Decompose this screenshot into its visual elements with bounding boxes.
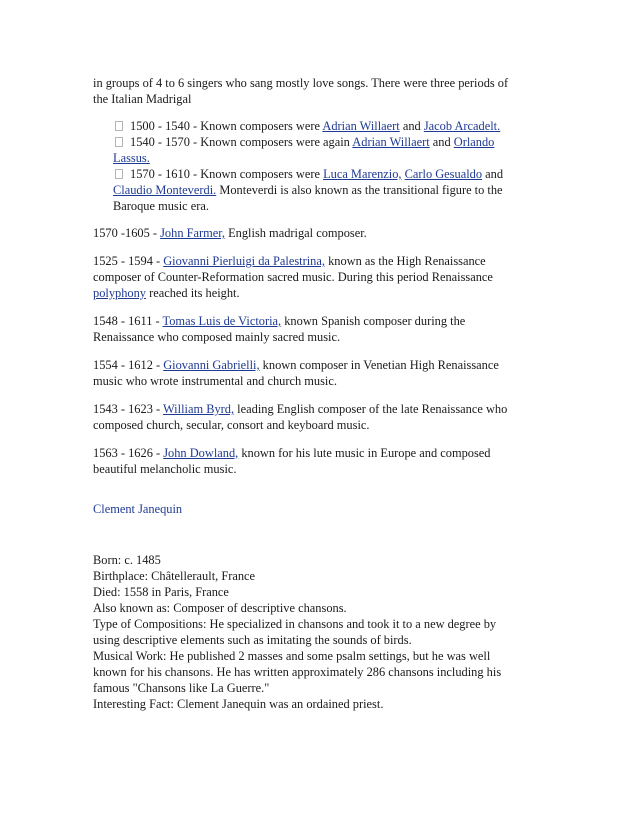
link-adrian-willaert[interactable]: Adrian Willaert <box>352 135 430 149</box>
link-jacob-arcadelt[interactable]: Jacob Arcadelt. <box>423 119 501 133</box>
link-orlando-lassus[interactable]: Orlando Lassus. <box>113 135 495 165</box>
composer-entry: 1525 - 1594 - Giovanni Pierluigi da Palestrina, known as the High Renaissance composer of Counter-Reformation sacred music. During this period Renaissance polyphony reached its height. <box>93 254 493 300</box>
link-carlo-gesualdo[interactable]: Carlo Gesualdo <box>404 167 483 181</box>
link-john-farmer[interactable]: John Farmer, <box>160 226 225 240</box>
bullet-box-icon <box>115 121 123 131</box>
bio-died: Died: 1558 in Paris, France <box>93 585 229 599</box>
link-tomas-luis-de-victoria[interactable]: Tomas Luis de Victoria, <box>162 314 282 328</box>
bio-interesting-fact: Interesting Fact: Clement Janequin was an ordained priest. <box>93 697 384 711</box>
link-claudio-monteverdi[interactable]: Claudio Monteverdi. <box>113 183 217 197</box>
composer-entry: 1548 - 1611 - Tomas Luis de Victoria, known Spanish composer during the Renaissance who composed mainly sacred music. <box>93 314 466 344</box>
composer-entry: 1543 - 1623 - William Byrd, leading English composer of the late Renaissance who composed church, secular, consort and keyboard music. <box>93 402 508 432</box>
bio-also-known-as: Also known as: Composer of descriptive chansons. <box>93 601 347 615</box>
intro-paragraph: in groups of 4 to 6 singers who sang mostly love songs. There were three periods of the Italian Madrigal <box>93 76 509 106</box>
bio-musical-work: Musical Work: He published 2 masses and some psalm settings, but he was well known for his chansons. He has written approximately 286 chansons including his famous "Chansons like La Guerre." <box>93 649 502 695</box>
bio-born: Born: c. 1485 <box>93 553 161 567</box>
composer-entry: 1563 - 1626 - John Dowland, known for his lute music in Europe and composed beautiful melancholic music. <box>93 446 491 476</box>
link-john-dowland[interactable]: John Dowland, <box>163 446 239 460</box>
link-adrian-willaert[interactable]: Adrian Willaert <box>322 119 400 133</box>
bio-type-of-compositions: Type of Compositions: He specialized in chansons and took it to a new degree by using descriptive elements such as imitating the sounds of birds. <box>93 617 497 647</box>
link-luca-marenzio[interactable]: Luca Marenzio, <box>323 167 402 181</box>
link-polyphony[interactable]: polyphony <box>93 286 147 300</box>
section-heading: Clement Janequin <box>93 502 183 516</box>
bio-block <box>93 552 523 712</box>
list-item: 1540 - 1570 - Known composers were again Adrian Willaert and Orlando Lassus. <box>113 135 495 165</box>
list-item: 1570 - 1610 - Known composers were Luca Marenzio, Carlo Gesualdo and Claudio Monteverdi. Monteverdi is also known as the transitional figure to the Baroque music era. <box>113 167 504 213</box>
link-william-byrd[interactable]: William Byrd, <box>162 402 235 416</box>
bullet-box-icon <box>115 169 123 179</box>
composer-entry: 1554 - 1612 - Giovanni Gabrielli, known composer in Venetian High Renaissance music who wrote instrumental and church music. <box>93 358 499 388</box>
bullet-box-icon <box>115 137 123 147</box>
link-palestrina[interactable]: Giovanni Pierluigi da Palestrina, <box>163 254 325 268</box>
bio-birthplace: Birthplace: Châtellerault, France <box>93 569 256 583</box>
document-content <box>93 75 523 712</box>
link-giovanni-gabrielli[interactable]: Giovanni Gabrielli, <box>163 358 260 372</box>
madrigal-periods-list <box>113 118 523 214</box>
composer-entry: 1570 -1605 - John Farmer, English madrigal composer. <box>93 226 367 240</box>
list-item: 1500 - 1540 - Known composers were Adrian Willaert and Jacob Arcadelt. <box>113 118 523 134</box>
